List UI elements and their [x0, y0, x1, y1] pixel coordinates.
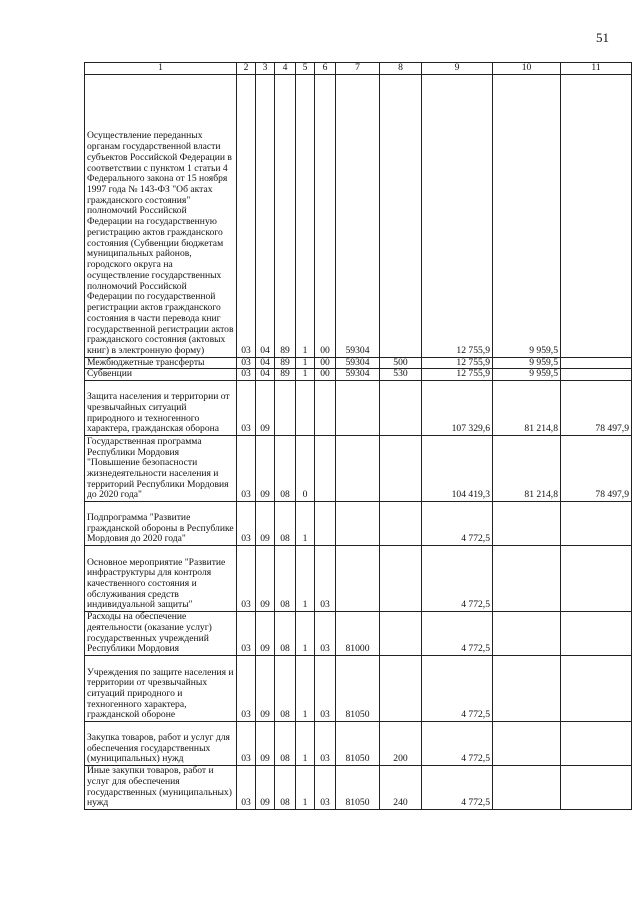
header-cell: 7 — [336, 63, 380, 75]
cell-c3: 09 — [256, 502, 275, 546]
cell-c8 — [380, 381, 422, 436]
cell-c11 — [561, 612, 632, 656]
cell-c9: 4 772,5 — [422, 722, 493, 766]
cell-c5: 1 — [296, 612, 315, 656]
cell-c2: 03 — [237, 612, 256, 656]
cell-c3: 09 — [256, 656, 275, 722]
cell-c7: 81050 — [336, 656, 380, 722]
cell-c7: 59304 — [336, 74, 380, 357]
cell-c11 — [561, 656, 632, 722]
table-row — [85, 74, 632, 357]
cell-c10 — [493, 722, 561, 766]
cell-c9: 4 772,5 — [422, 766, 493, 810]
cell-c10 — [493, 502, 561, 546]
header-cell: 6 — [315, 63, 336, 75]
table-row — [85, 546, 632, 612]
cell-c4: 89 — [275, 74, 296, 357]
table-row — [85, 436, 632, 502]
cell-c9: 4 772,5 — [422, 656, 493, 722]
cell-c3: 04 — [256, 357, 275, 369]
header-cell: 11 — [561, 63, 632, 75]
cell-c10: 9 959,5 — [493, 357, 561, 369]
cell-c3: 09 — [256, 546, 275, 612]
cell-c7: 81050 — [336, 722, 380, 766]
row-name: Учреждения по защите населения и территории от чрезвычайных ситуаций природного и техногенного характера, гражданской обороне — [85, 656, 237, 722]
cell-c7 — [336, 546, 380, 612]
cell-c5: 1 — [296, 502, 315, 546]
cell-c7: 59304 — [336, 357, 380, 369]
cell-c4: 08 — [275, 722, 296, 766]
cell-c8: 500 — [380, 357, 422, 369]
cell-c2: 03 — [237, 369, 256, 381]
header-cell: 2 — [237, 63, 256, 75]
cell-c9: 12 755,9 — [422, 369, 493, 381]
table-row — [85, 656, 632, 722]
row-name: Субвенции — [85, 369, 237, 381]
cell-c4: 08 — [275, 656, 296, 722]
cell-c9: 12 755,9 — [422, 74, 493, 357]
table-row — [85, 722, 632, 766]
cell-c11 — [561, 74, 632, 357]
cell-c4: 08 — [275, 546, 296, 612]
table-row — [85, 612, 632, 656]
header-cell: 10 — [493, 63, 561, 75]
cell-c11 — [561, 722, 632, 766]
table-row — [85, 766, 632, 810]
cell-c10: 81 214,8 — [493, 381, 561, 436]
cell-c5 — [296, 381, 315, 436]
cell-c3: 09 — [256, 436, 275, 502]
cell-c7 — [336, 436, 380, 502]
cell-c4 — [275, 381, 296, 436]
cell-c10 — [493, 546, 561, 612]
cell-c8: 530 — [380, 369, 422, 381]
cell-c4: 08 — [275, 612, 296, 656]
table-row — [85, 357, 632, 369]
cell-c11 — [561, 357, 632, 369]
header-cell: 5 — [296, 63, 315, 75]
cell-c7: 81000 — [336, 612, 380, 656]
cell-c6: 00 — [315, 74, 336, 357]
cell-c3: 09 — [256, 612, 275, 656]
cell-c3: 04 — [256, 74, 275, 357]
header-cell: 4 — [275, 63, 296, 75]
row-name: Закупка товаров, работ и услуг для обеспечения государственных (муниципальных) нужд — [85, 722, 237, 766]
cell-c2: 03 — [237, 502, 256, 546]
cell-c10: 9 959,5 — [493, 369, 561, 381]
cell-c8 — [380, 612, 422, 656]
cell-c5: 1 — [296, 74, 315, 357]
page-number: 51 — [596, 30, 609, 45]
cell-c8 — [380, 502, 422, 546]
header-cell: 1 — [85, 63, 237, 75]
cell-c2: 03 — [237, 357, 256, 369]
cell-c2: 03 — [237, 436, 256, 502]
row-name: Подпрограмма "Развитие гражданской обороны в Республике Мордовия до 2020 года" — [85, 502, 237, 546]
row-name: Расходы на обеспечение деятельности (оказание услуг) государственных учреждений Республики Мордовия — [85, 612, 237, 656]
cell-c4: 08 — [275, 436, 296, 502]
cell-c5: 1 — [296, 656, 315, 722]
cell-c8 — [380, 656, 422, 722]
cell-c5: 1 — [296, 766, 315, 810]
cell-c6: 03 — [315, 656, 336, 722]
cell-c4: 08 — [275, 766, 296, 810]
cell-c9: 107 329,6 — [422, 381, 493, 436]
cell-c7: 59304 — [336, 369, 380, 381]
cell-c10 — [493, 656, 561, 722]
cell-c11: 78 497,9 — [561, 436, 632, 502]
cell-c9: 12 755,9 — [422, 357, 493, 369]
cell-c11 — [561, 546, 632, 612]
cell-c8 — [380, 546, 422, 612]
header-cell: 8 — [380, 63, 422, 75]
cell-c7 — [336, 381, 380, 436]
row-name: Государственная программа Республики Мордовия "Повышение безопасности жизнедеятельности населения и территорий Республики Мордовия до 2020 года" — [85, 436, 237, 502]
cell-c9: 104 419,3 — [422, 436, 493, 502]
cell-c6 — [315, 502, 336, 546]
cell-c11 — [561, 766, 632, 810]
cell-c2: 03 — [237, 656, 256, 722]
cell-c5: 1 — [296, 722, 315, 766]
cell-c3: 09 — [256, 766, 275, 810]
cell-c10 — [493, 766, 561, 810]
cell-c6: 03 — [315, 722, 336, 766]
row-name: Осуществление переданных органам государственной власти субъектов Российской Федерации в соответствии с пунктом 1 статьи 4 Федерального закона от 15 ноября 1997 года № 143-ФЗ "Об актах гражданского состояния" полномочий Российской Федерации на государственную регистрацию актов гражданского состояния (Субвенции бюджетам муниципальных районов, городского округа на осуществление государственных полномочий Российской Федерации по государственной регистрации актов гражданского состояния в части перевода книг государственной регистрации актов гражданского состояния (актовых книг) в электронную форму) — [85, 74, 237, 357]
cell-c2: 03 — [237, 766, 256, 810]
header-cell: 9 — [422, 63, 493, 75]
cell-c6 — [315, 381, 336, 436]
cell-c7: 81050 — [336, 766, 380, 810]
cell-c11 — [561, 369, 632, 381]
header-row — [85, 63, 632, 75]
cell-c5: 0 — [296, 436, 315, 502]
cell-c9: 4 772,5 — [422, 502, 493, 546]
cell-c5: 1 — [296, 546, 315, 612]
cell-c4: 08 — [275, 502, 296, 546]
cell-c4: 89 — [275, 369, 296, 381]
table-header — [85, 63, 632, 75]
cell-c2: 03 — [237, 381, 256, 436]
table-body — [85, 74, 632, 809]
cell-c10 — [493, 612, 561, 656]
cell-c11: 78 497,9 — [561, 381, 632, 436]
cell-c3: 04 — [256, 369, 275, 381]
cell-c3: 09 — [256, 381, 275, 436]
row-name: Защита населения и территории от чрезвычайных ситуаций природного и техногенного характера, гражданская оборона — [85, 381, 237, 436]
row-name: Иные закупки товаров, работ и услуг для обеспечения государственных (муниципальных) нужд — [85, 766, 237, 810]
row-name: Межбюджетные трансферты — [85, 357, 237, 369]
cell-c4: 89 — [275, 357, 296, 369]
cell-c3: 09 — [256, 722, 275, 766]
cell-c8 — [380, 436, 422, 502]
cell-c6: 00 — [315, 357, 336, 369]
cell-c8: 200 — [380, 722, 422, 766]
cell-c6: 03 — [315, 546, 336, 612]
cell-c5: 1 — [296, 357, 315, 369]
cell-c8: 240 — [380, 766, 422, 810]
table-row — [85, 381, 632, 436]
cell-c9: 4 772,5 — [422, 612, 493, 656]
budget-table — [84, 62, 632, 810]
cell-c7 — [336, 502, 380, 546]
table-row — [85, 502, 632, 546]
cell-c6: 00 — [315, 369, 336, 381]
cell-c6: 03 — [315, 612, 336, 656]
cell-c6 — [315, 436, 336, 502]
cell-c8 — [380, 74, 422, 357]
header-cell: 3 — [256, 63, 275, 75]
cell-c5: 1 — [296, 369, 315, 381]
cell-c2: 03 — [237, 74, 256, 357]
cell-c6: 03 — [315, 766, 336, 810]
cell-c11 — [561, 502, 632, 546]
cell-c9: 4 772,5 — [422, 546, 493, 612]
cell-c10: 81 214,8 — [493, 436, 561, 502]
cell-c10: 9 959,5 — [493, 74, 561, 357]
cell-c2: 03 — [237, 722, 256, 766]
cell-c2: 03 — [237, 546, 256, 612]
row-name: Основное мероприятие "Развитие инфраструктуры для контроля качественного состояния и обслуживания средств индивидуальной защиты" — [85, 546, 237, 612]
table-row — [85, 369, 632, 381]
